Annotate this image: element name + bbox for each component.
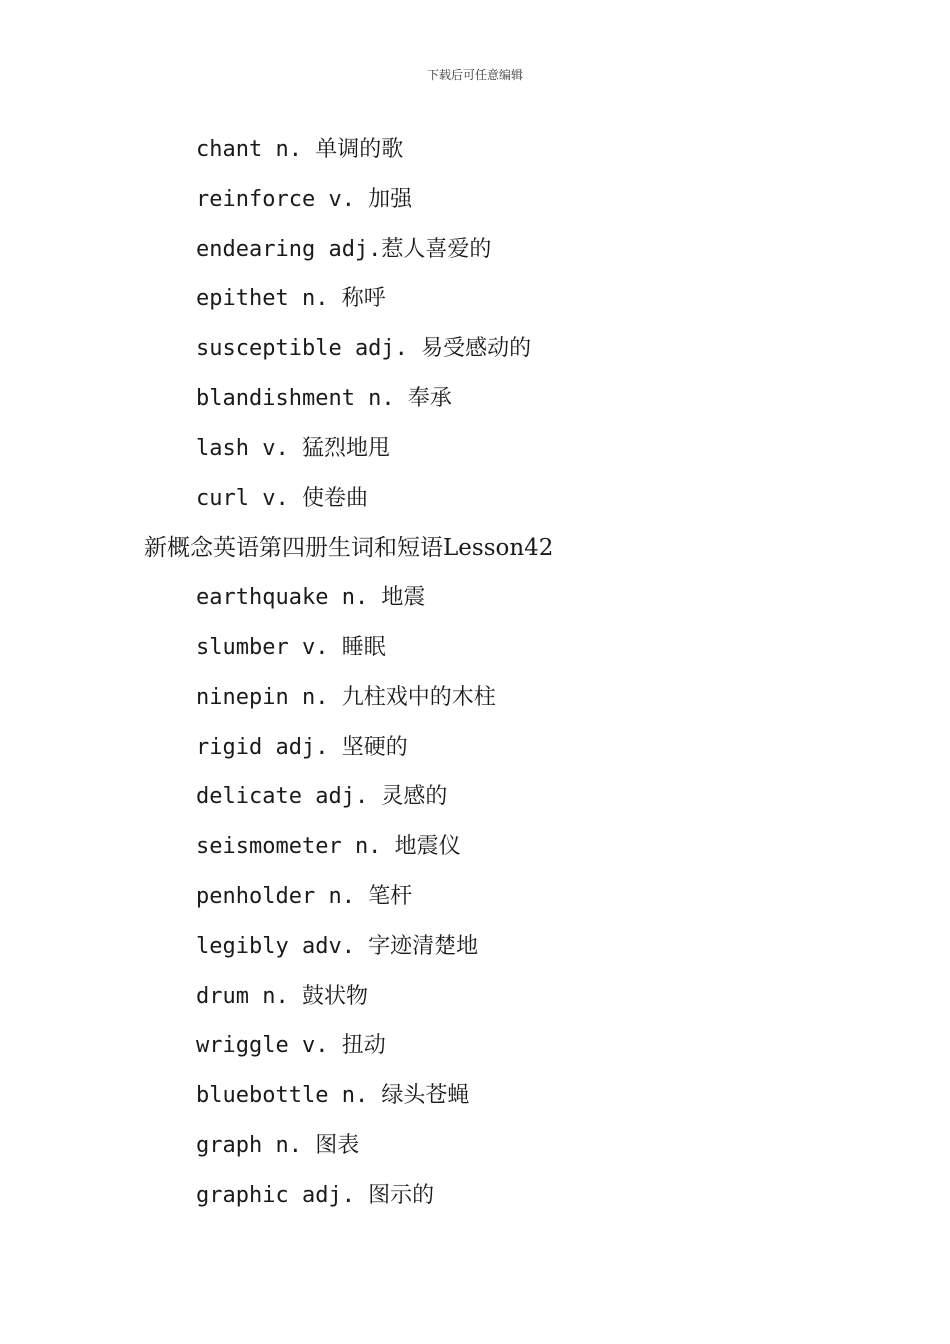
vocabulary-list: [0, 128, 950, 1224]
page-header: 下载后可任意编辑: [426, 68, 523, 82]
vocab-entry: rigid adj. 坚硬的: [196, 734, 408, 760]
vocab-entry: chant n. 单调的歌: [196, 137, 404, 162]
vocab-entry: endearing adj.惹人喜爱的: [196, 236, 492, 262]
vocab-entry: penholder n. 笔杆: [196, 883, 413, 909]
vocab-entry: epithet n. 称呼: [196, 286, 386, 312]
vocab-entry: graphic adj. 图示的: [196, 1182, 435, 1208]
vocab-entry: earthquake n. 地震: [196, 585, 426, 611]
vocab-entry: susceptible adj. 易受感动的: [196, 336, 532, 362]
vocab-entry: graph n. 图表: [196, 1132, 360, 1158]
vocab-entry: lash v. 猛烈地甩: [196, 435, 390, 461]
vocab-entry: drum n. 鼓状物: [196, 983, 368, 1009]
vocab-entry: ninepin n. 九柱戏中的木柱: [196, 684, 496, 710]
vocab-entry: curl v. 使卷曲: [196, 485, 368, 511]
vocab-entry: legibly adv. 字迹清楚地: [196, 933, 479, 959]
vocab-entry: slumber v. 睡眠: [196, 634, 386, 660]
section-heading: 新概念英语第四册生词和短语Lesson42: [144, 535, 554, 562]
vocab-entry: delicate adj. 灵感的: [196, 784, 448, 810]
vocab-entry: seismometer n. 地震仪: [196, 834, 461, 860]
vocab-entry: wriggle v. 扭动: [196, 1033, 386, 1059]
vocab-entry: bluebottle n. 绿头苍蝇: [196, 1083, 470, 1109]
vocab-entry: reinforce v. 加强: [196, 186, 413, 212]
vocab-entry: blandishment n. 奉承: [196, 385, 452, 411]
